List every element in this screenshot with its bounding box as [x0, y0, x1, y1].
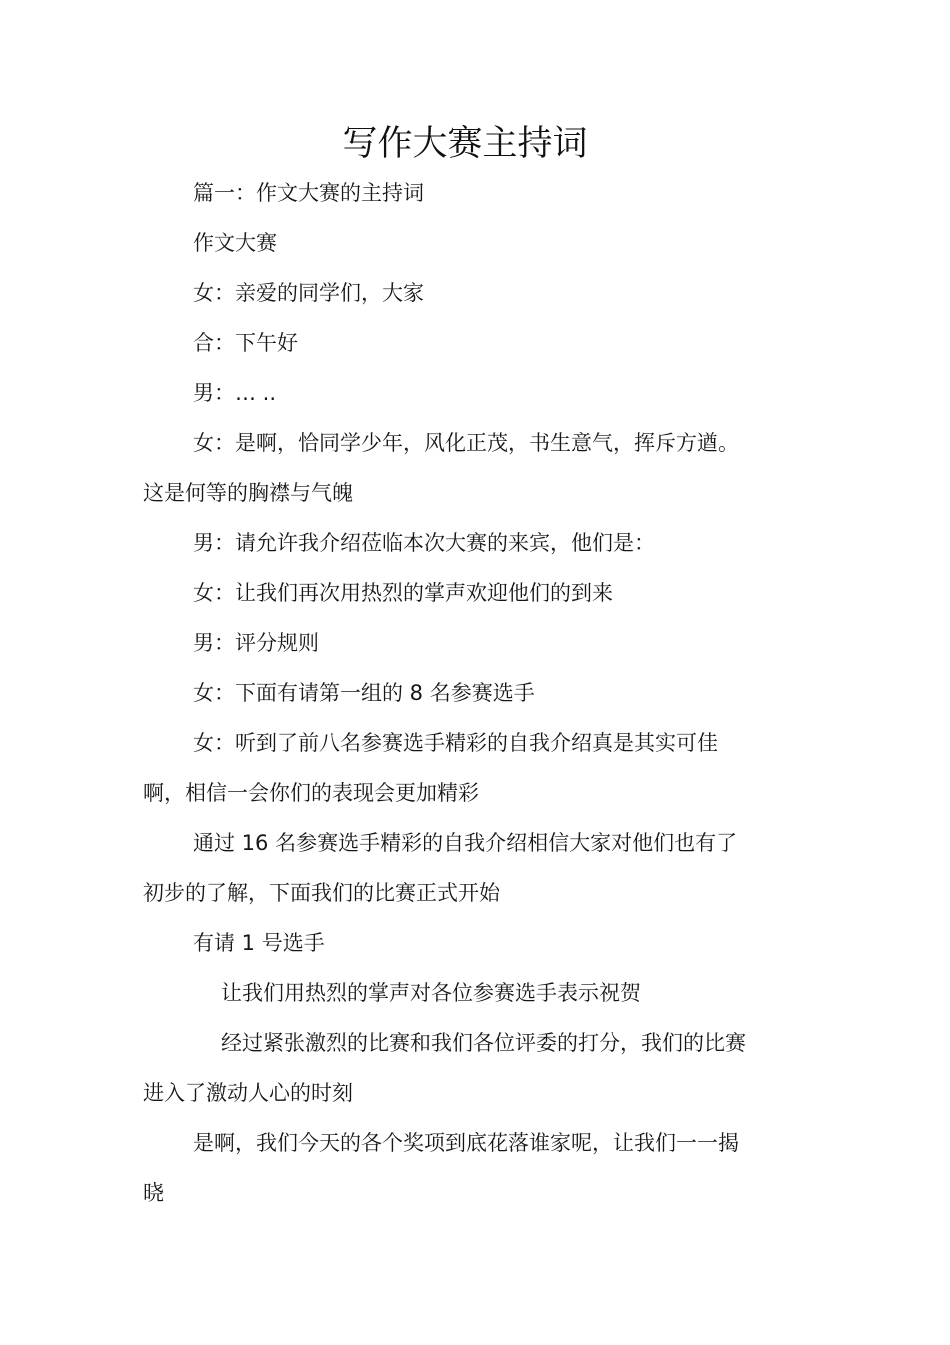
paragraph: 男：请允许我介绍莅临本次大赛的来宾，他们是：: [193, 531, 655, 555]
paragraph: 通过 16 名参赛选手精彩的自我介绍相信大家对他们也有了初步的了解，下面我们的比赛正式开始: [143, 831, 738, 905]
paragraph: 篇一：作文大赛的主持词: [193, 181, 424, 205]
paragraph: 是啊，我们今天的各个奖项到底花落谁家呢，让我们一一揭晓: [143, 1131, 739, 1205]
paragraph: 作文大赛: [193, 231, 277, 255]
document-body: [143, 168, 753, 1218]
paragraph: 合：下午好: [193, 331, 298, 355]
paragraph: 女：亲爱的同学们，大家: [193, 281, 424, 305]
paragraph: 有请 1 号选手: [193, 931, 325, 955]
paragraph: 男：评分规则: [193, 631, 319, 655]
paragraph: 女：是啊，恰同学少年，风化正茂，书生意气，挥斥方遒。这是何等的胸襟与气魄: [143, 431, 739, 505]
paragraph: 女：让我们再次用热烈的掌声欢迎他们的到来: [193, 581, 613, 605]
paragraph: 女：听到了前八名参赛选手精彩的自我介绍真是其实可佳啊，相信一会你们的表现会更加精彩: [143, 731, 718, 805]
paragraph: 经过紧张激烈的比赛和我们各位评委的打分，我们的比赛进入了激动人心的时刻: [143, 1031, 746, 1105]
document-title: 写作大赛主持词: [342, 124, 588, 164]
paragraph: 男：… ..: [193, 381, 277, 405]
paragraph: 女：下面有请第一组的 8 名参赛选手: [193, 681, 535, 705]
paragraph: 让我们用热烈的掌声对各位参赛选手表示祝贺: [221, 981, 641, 1005]
